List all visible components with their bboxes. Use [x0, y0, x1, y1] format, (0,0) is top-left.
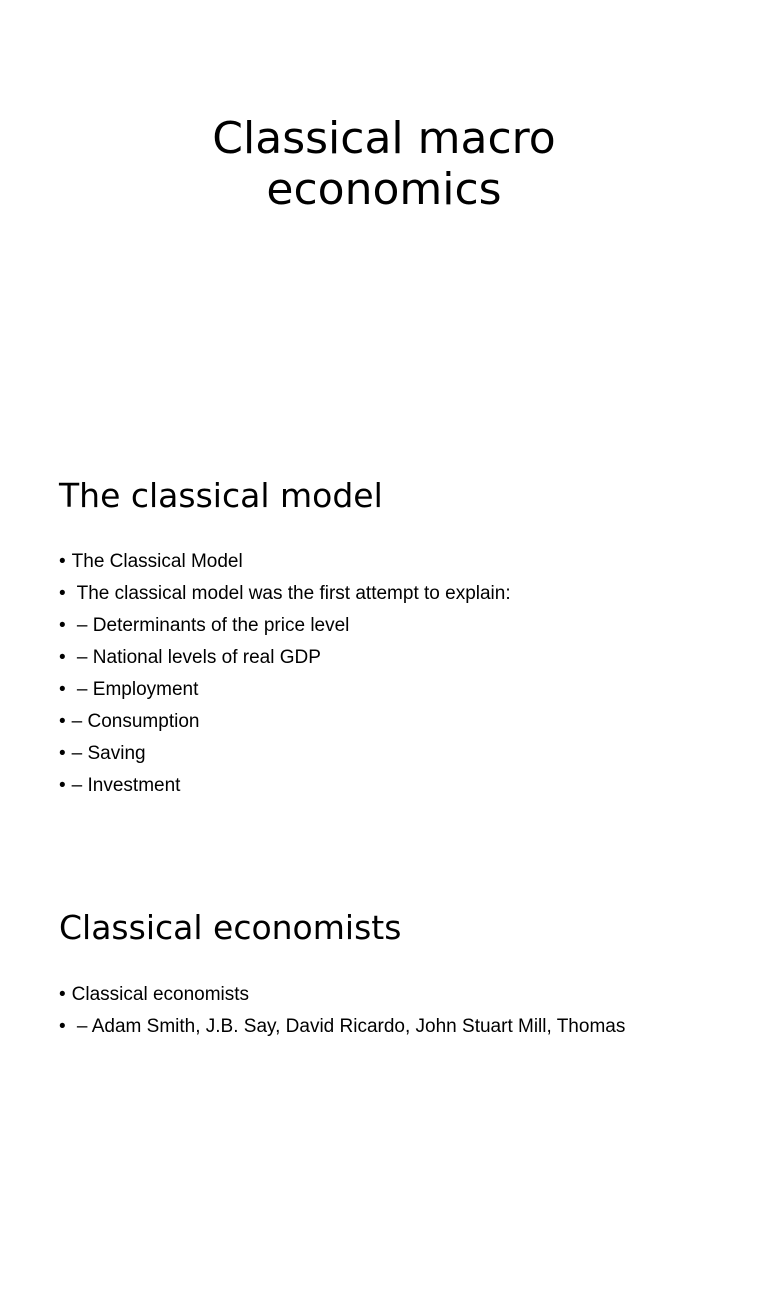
bullet-item	[59, 770, 511, 802]
bullet-item	[59, 674, 511, 706]
bullet-text: Classical economists	[71, 984, 250, 1005]
bullet-text: – Determinants of the price level	[71, 615, 350, 636]
bullet-text: – Consumption	[71, 711, 200, 732]
bullet-item	[59, 738, 511, 770]
title-line-2: economics	[266, 164, 502, 215]
slide-classical-economists	[0, 864, 768, 1296]
bullet-item	[59, 546, 511, 578]
bullet-item	[59, 610, 511, 642]
bullet-list	[59, 979, 625, 1043]
bullet-item	[59, 578, 511, 610]
bullet-dot-icon: •	[59, 583, 66, 604]
bullet-item	[59, 642, 511, 674]
bullet-dot-icon: •	[59, 743, 66, 764]
bullet-item	[59, 706, 511, 738]
bullet-text: The classical model was the first attempt to explain:	[71, 583, 511, 604]
bullet-text: – Employment	[71, 679, 199, 700]
bullet-text: – Investment	[71, 775, 181, 796]
bullet-dot-icon: •	[59, 711, 66, 732]
bullet-text: – Saving	[71, 743, 146, 764]
bullet-dot-icon: •	[59, 984, 66, 1005]
presentation-title	[0, 113, 768, 215]
bullet-item	[59, 979, 625, 1011]
slide-heading: Classical economists	[59, 908, 402, 947]
bullet-dot-icon: •	[59, 1016, 66, 1037]
slide-heading: The classical model	[59, 476, 383, 515]
bullet-dot-icon: •	[59, 775, 66, 796]
bullet-list	[59, 546, 511, 802]
title-line-1: Classical macro	[212, 113, 556, 164]
bullet-dot-icon: •	[59, 551, 66, 572]
title-slide	[0, 0, 768, 432]
bullet-dot-icon: •	[59, 647, 66, 668]
bullet-text: The Classical Model	[71, 551, 243, 572]
bullet-dot-icon: •	[59, 679, 66, 700]
bullet-text: – Adam Smith, J.B. Say, David Ricardo, John Stuart Mill, Thomas	[71, 1016, 626, 1037]
slide-classical-model	[0, 432, 768, 864]
bullet-item	[59, 1011, 625, 1043]
bullet-text: – National levels of real GDP	[71, 647, 321, 668]
bullet-dot-icon: •	[59, 615, 66, 636]
